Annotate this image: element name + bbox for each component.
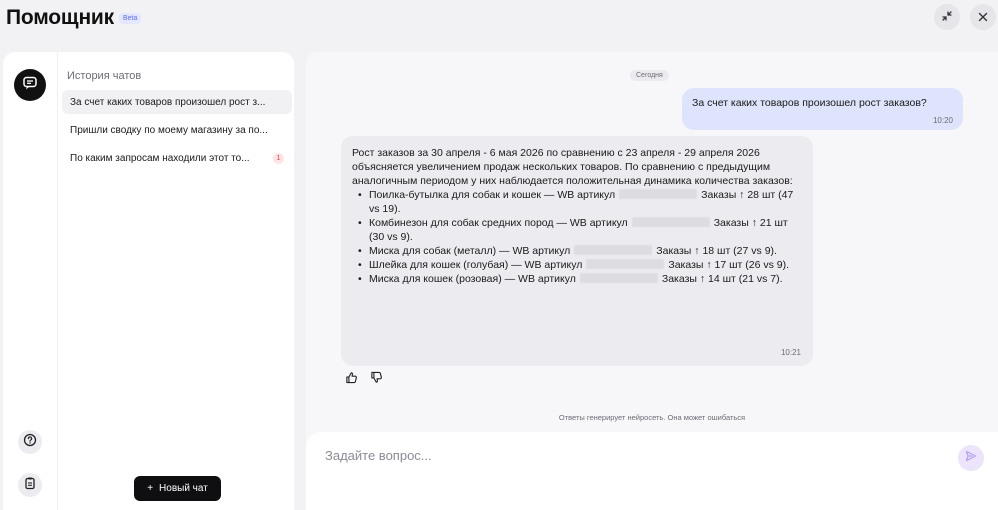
product-name: Шлейка для кошек (голубая) — WB артикул xyxy=(369,259,583,271)
list-item xyxy=(352,272,802,286)
close-button[interactable] xyxy=(970,4,996,30)
history-title: История чатов xyxy=(67,70,142,82)
header xyxy=(0,0,998,40)
order-change: Заказы ↑ 21 шт (30 vs 9). xyxy=(369,217,788,243)
order-change: Заказы ↑ 14 шт (21 vs 7). xyxy=(661,273,783,285)
new-chat-button[interactable] xyxy=(134,476,221,501)
product-name: Миска для собак (металл) — WB артикул xyxy=(369,245,571,257)
history-item[interactable] xyxy=(62,90,292,114)
clipboard-icon xyxy=(23,476,37,495)
order-change: Заказы ↑ 17 шт (26 vs 9). xyxy=(668,259,790,271)
question-icon xyxy=(23,433,37,452)
redacted-article xyxy=(586,259,664,269)
dislike-button[interactable] xyxy=(368,372,384,388)
order-change: Заказы ↑ 18 шт (27 vs 9). xyxy=(656,245,777,257)
chat-area xyxy=(306,52,998,510)
minimize-button[interactable] xyxy=(934,4,960,30)
product-name: Миска для кошек (розовая) — WB артикул xyxy=(369,273,576,285)
list-item xyxy=(352,188,802,216)
help-button[interactable] xyxy=(18,430,42,454)
history-item-label: По каким запросам находили этот то... xyxy=(70,152,250,164)
history-item-label: Пришли сводку по моему магазину за по... xyxy=(70,124,268,136)
assistant-logo[interactable] xyxy=(14,69,46,101)
message-composer xyxy=(306,432,998,510)
message-time: 10:21 xyxy=(780,348,801,357)
send-button[interactable] xyxy=(958,445,984,471)
beta-badge: Beta xyxy=(119,13,141,24)
assistant-message xyxy=(341,136,813,366)
product-list xyxy=(352,188,802,286)
chat-history-panel xyxy=(57,52,294,510)
icon-rail xyxy=(3,52,57,510)
product-name: Поилка-бутылка для собак и кошек — WB артикул xyxy=(369,189,616,201)
assistant-message-intro: Рост заказов за 30 апреля - 6 мая 2026 по сравнению с 23 апреля - 29 апреля 2026 объясняется увеличением продаж нескольких товаров. По сравнению с предыдущим аналогичным периодом у них наблюдается положительная динамика количества заказов: xyxy=(352,147,793,187)
new-chat-label: Новый чат xyxy=(159,483,208,494)
page-title: Помощник xyxy=(6,6,114,29)
user-message xyxy=(682,88,963,130)
close-icon xyxy=(978,10,988,25)
thumbs-down-icon xyxy=(370,371,383,389)
list-item xyxy=(352,216,802,244)
order-change: Заказы ↑ 28 шт (47 vs 19). xyxy=(369,189,794,215)
redacted-article xyxy=(632,217,710,227)
user-message-text: За счет каких товаров произошел рост заказов? xyxy=(692,97,927,109)
redacted-article xyxy=(574,245,652,255)
like-button[interactable] xyxy=(343,372,359,388)
history-item[interactable] xyxy=(62,118,292,142)
question-input[interactable] xyxy=(325,448,945,463)
thumbs-up-icon xyxy=(345,371,358,389)
history-item-label: За счет каких товаров произошел рост з... xyxy=(70,96,266,108)
collapse-arrows-icon xyxy=(941,10,953,25)
unread-badge: 1 xyxy=(273,153,284,164)
ai-disclaimer: Ответы генерирует нейросеть. Она может ошибаться xyxy=(558,413,746,422)
notes-button[interactable] xyxy=(18,473,42,497)
message-time: 10:20 xyxy=(932,116,953,125)
redacted-article xyxy=(580,273,658,283)
product-name: Комбинезон для собак средних пород — WB артикул xyxy=(369,217,628,229)
date-badge: Сегодня xyxy=(630,70,669,81)
redacted-article xyxy=(619,189,697,199)
chat-bubble-icon xyxy=(22,75,38,96)
list-item xyxy=(352,244,802,258)
list-item xyxy=(352,258,802,272)
history-item[interactable] xyxy=(62,146,292,170)
send-icon xyxy=(965,449,977,467)
plus-icon: + xyxy=(147,483,154,494)
